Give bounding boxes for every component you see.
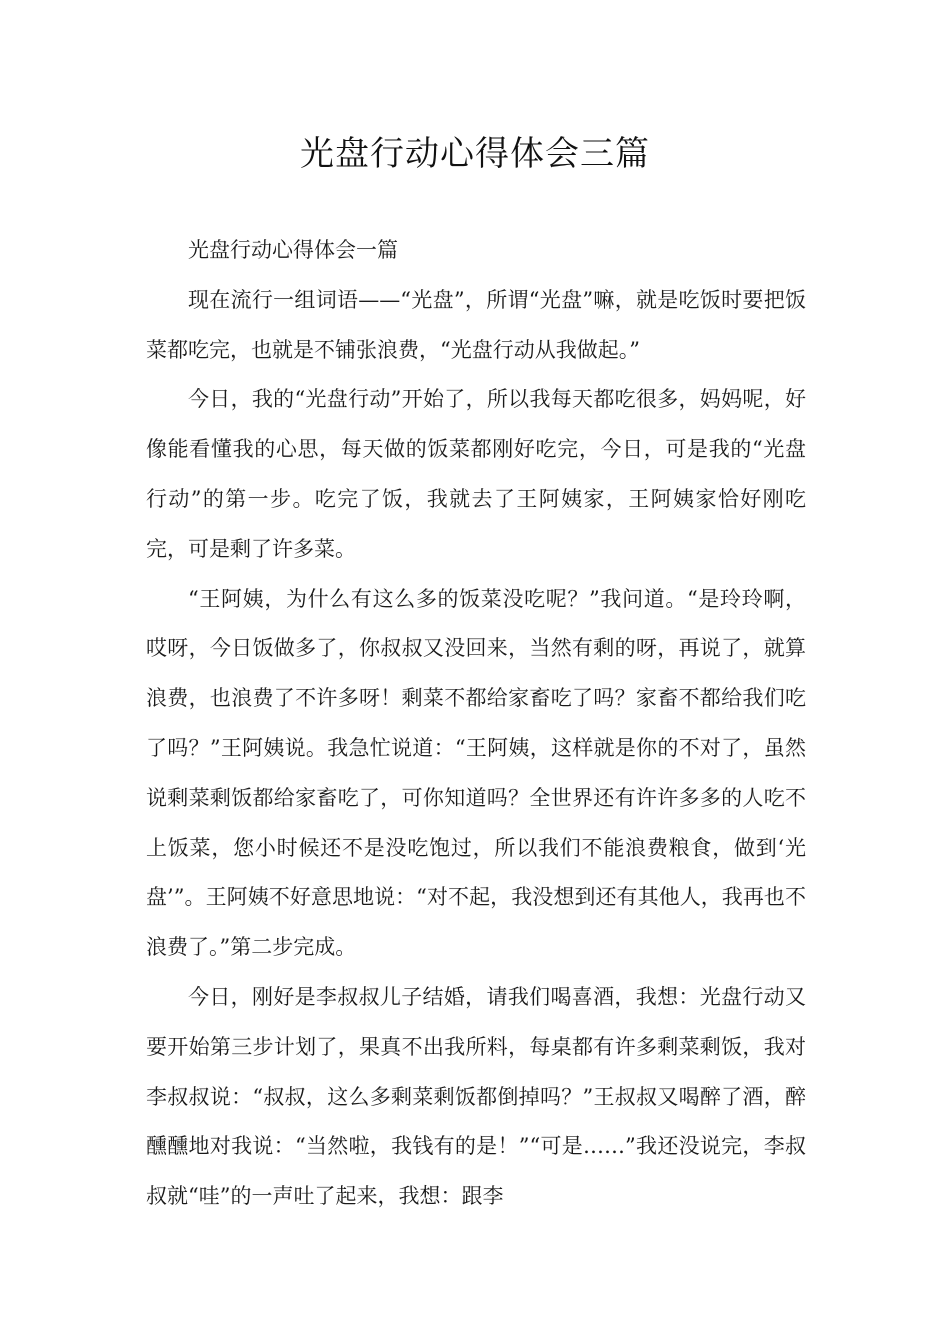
document-body	[146, 226, 806, 1222]
section-heading: 光盘行动心得体会一篇	[188, 238, 398, 262]
body-paragraph: 今日，刚好是李叔叔儿子结婚，请我们喝喜酒，我想：光盘行动又要开始第三步计划了，果真不出我所料，每桌都有许多剩菜剩饭，我对李叔叔说：“叔叔，这么多剩菜剩饭都倒掉吗？”王叔叔又喝醉了酒，醉醺醺地对我说：“当然啦，我钱有的是！”“可是……”我还没说完，李叔叔就“哇”的一声吐了起来，我想：跟李	[146, 984, 806, 1209]
body-paragraph: 今日，我的“光盘行动”开始了，所以我每天都吃很多，妈妈呢，好像能看懂我的心思，每天做的饭菜都刚好吃完，今日，可是我的“光盘行动”的第一步。吃完了饭，我就去了王阿姨家，王阿姨家恰好刚吃完，可是剩了许多菜。	[146, 387, 806, 561]
body-paragraph: 现在流行一组词语——“光盘”，所谓“光盘”嘛，就是吃饭时要把饭菜都吃完，也就是不铺张浪费，“光盘行动从我做起。”	[146, 287, 806, 362]
document-title: 光盘行动心得体会三篇	[300, 134, 650, 174]
body-paragraph: “王阿姨，为什么有这么多的饭菜没吃呢？”我问道。“是玲玲啊，哎呀，今日饭做多了，你叔叔又没回来，当然有剩的呀，再说了，就算浪费，也浪费了不许多呀！剩菜不都给家畜吃了吗？家畜不都给我们吃了吗？”王阿姨说。我急忙说道：“王阿姨，这样就是你的不对了，虽然说剩菜剩饭都给家畜吃了，可你知道吗？全世界还有许许多多的人吃不上饭菜，您小时候还不是没吃饱过，所以我们不能浪费粮食，做到‘光盘’”。王阿姨不好意思地说：“对不起，我没想到还有其他人，我再也不浪费了。”第二步完成。	[146, 586, 806, 960]
